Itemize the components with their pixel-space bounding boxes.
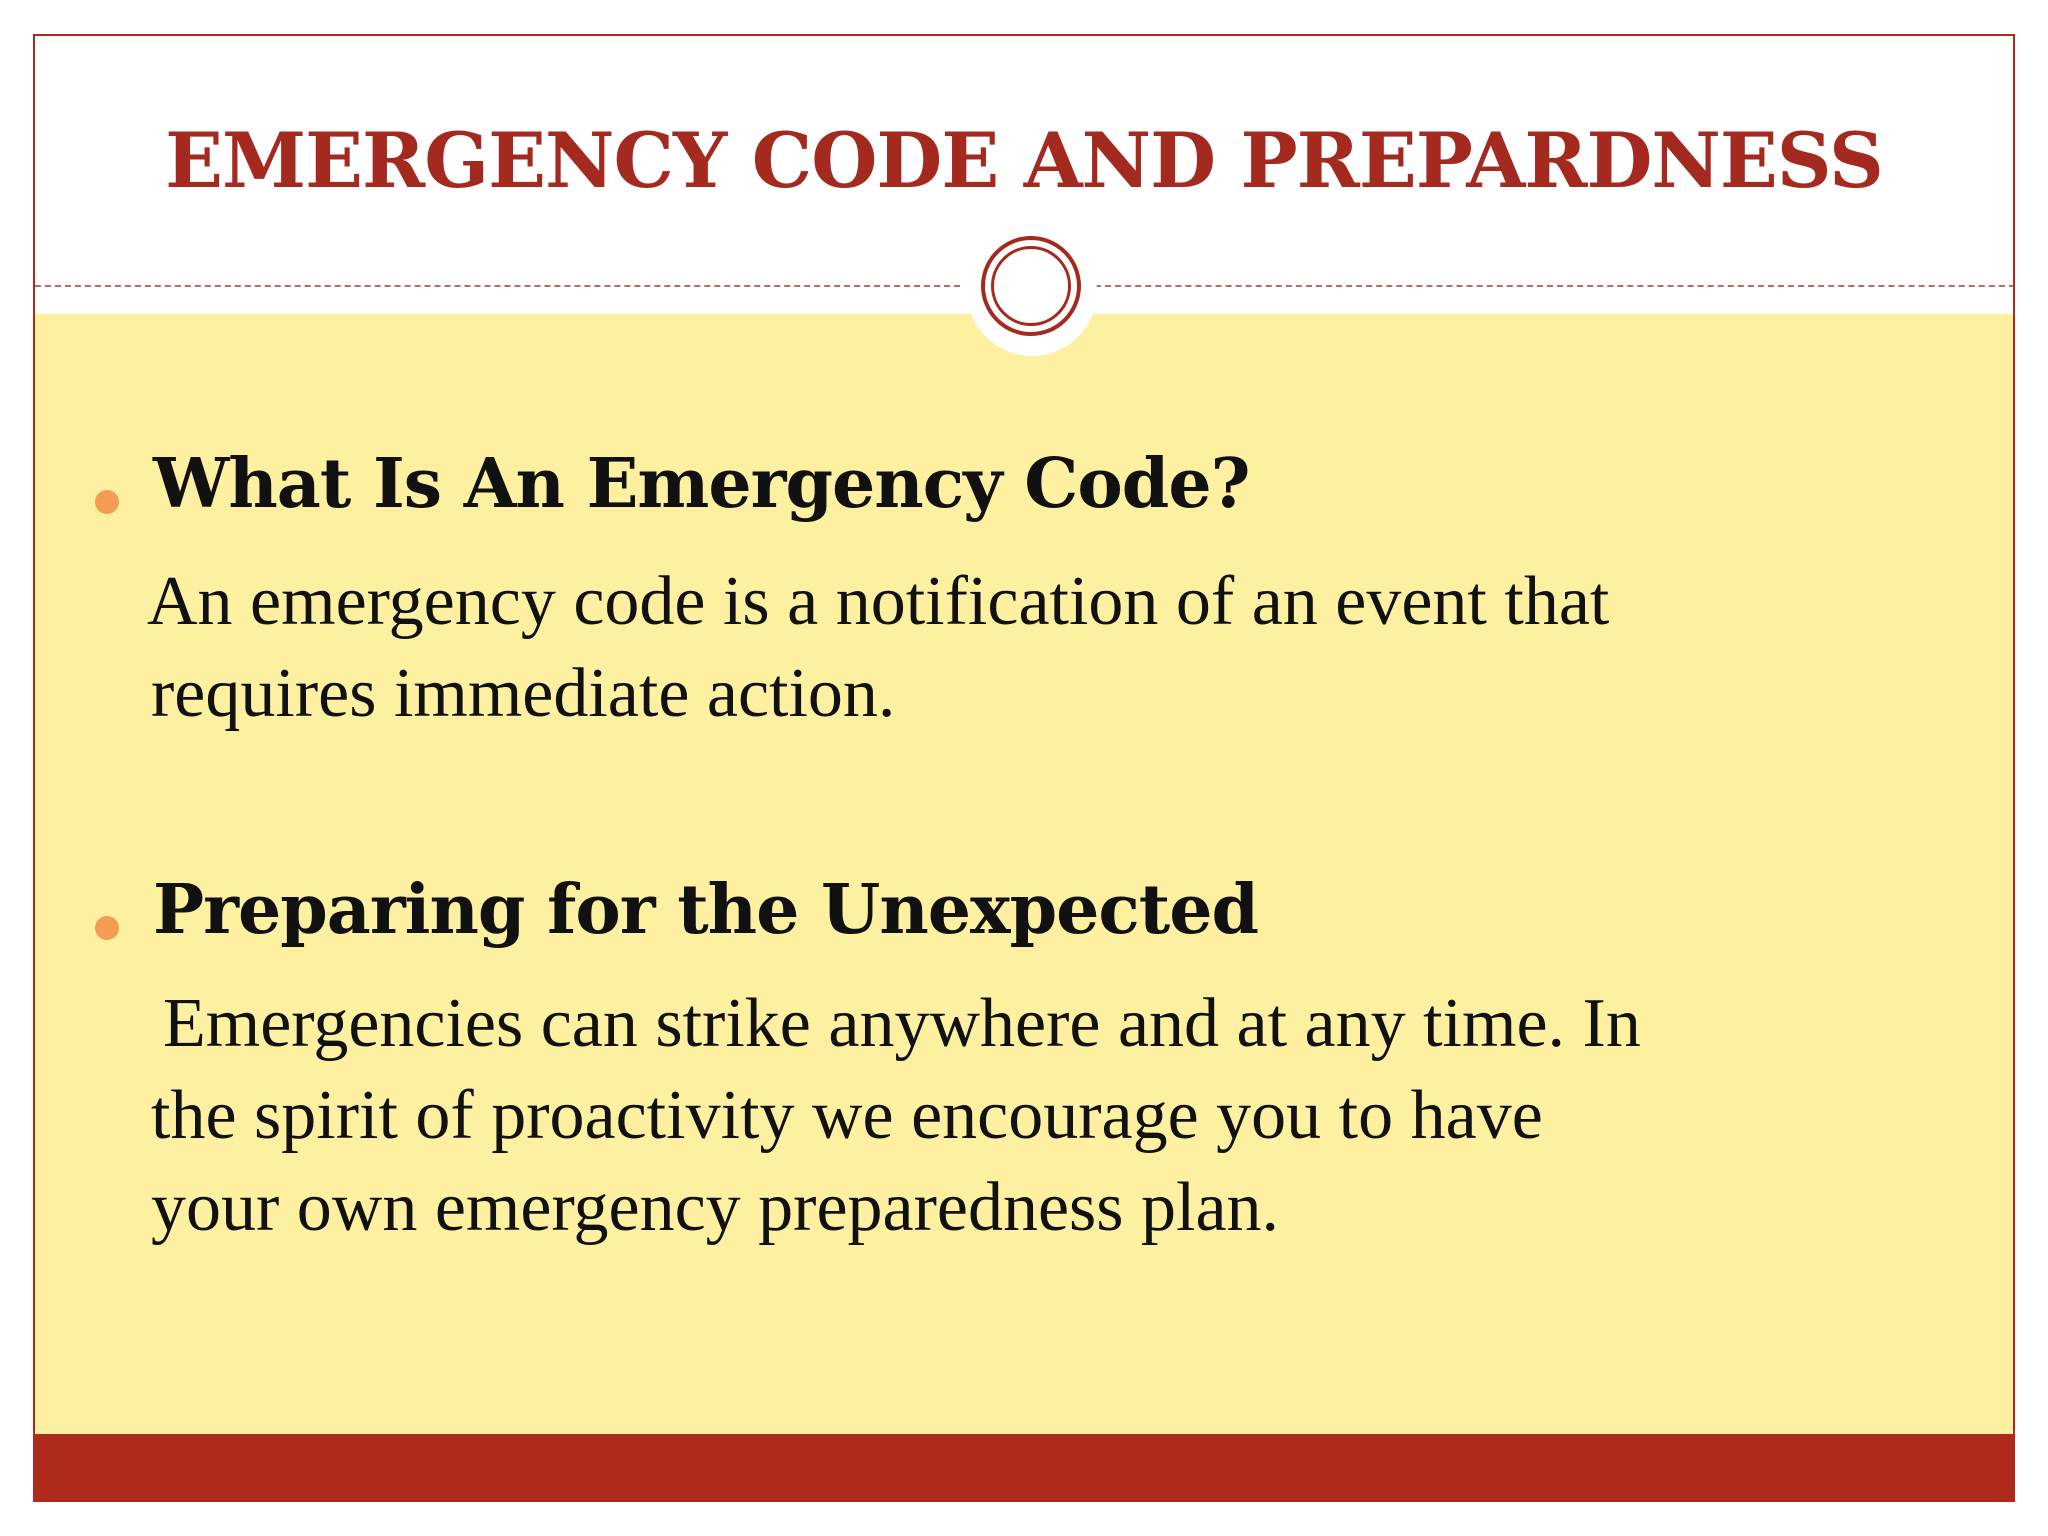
slide-title: EMERGENCY CODE AND PREPARDNESS	[165, 116, 1883, 205]
inner-ring	[991, 246, 1071, 326]
paragraph-line: your own emergency preparedness plan.	[151, 1169, 1280, 1246]
slide-body	[35, 314, 2013, 1434]
slide	[33, 34, 2015, 1502]
paragraph-line: Emergencies can strike anywhere and at any time. In	[163, 985, 1641, 1062]
section-heading: Preparing for the Unexpected	[153, 870, 1259, 950]
footer-bar	[35, 1434, 2013, 1502]
section-paragraph	[147, 556, 1609, 740]
paragraph-line: requires immediate action.	[151, 655, 896, 732]
divider-line-right	[1095, 285, 2015, 287]
double-ring-icon	[981, 236, 1081, 336]
section-paragraph	[151, 978, 1641, 1254]
bullet-dot-icon	[95, 916, 119, 940]
section-heading: What Is An Emergency Code?	[153, 444, 1250, 524]
bullet-dot-icon	[95, 490, 119, 514]
paragraph-line: An emergency code is a notification of an event that	[147, 563, 1610, 640]
divider-line-left	[35, 285, 960, 287]
paragraph-line: the spirit of proactivity we encourage you to have	[151, 1077, 1543, 1154]
